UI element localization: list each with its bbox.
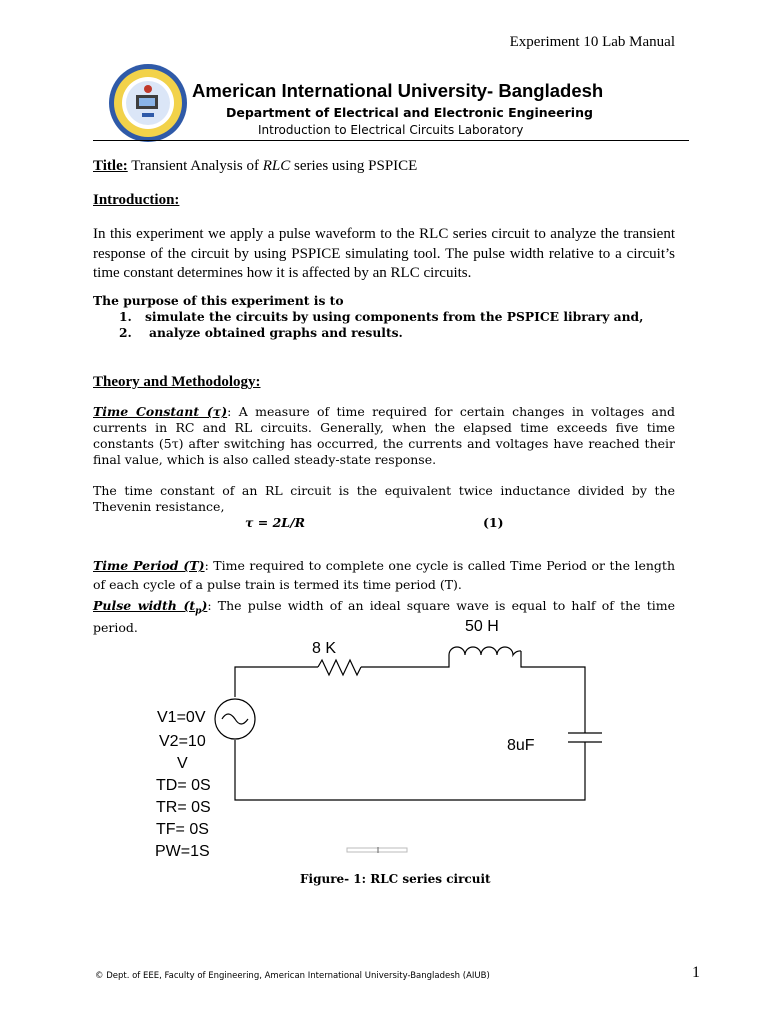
time-constant-text: : A measure of time required for certain changes in voltages and currents in RC and RL circuits. Generally, when the elapsed time exceeds five time constants (5τ) after switching has occurred, the currents and voltages have reached their final value, which is also called steady-state response. [93,404,676,467]
list-item-text: analyze obtained graphs and results. [149,325,403,340]
manual-label: Experiment 10 Lab Manual [509,34,675,50]
capacitor-label: 8uF [507,737,535,754]
title-text-c: series using PSPICE [290,158,418,174]
equation-number: (1) [483,515,504,530]
purpose-text: The purpose of this experiment is to [93,293,344,308]
time-constant-equation: τ = 2L/R [245,515,306,530]
lab-name: Introduction to Electrical Circuits Laboratory [258,123,524,137]
source-line: TF= 0S [156,821,209,838]
introduction-heading: Introduction: [93,192,180,208]
time-period-term: Time Period (T) [93,558,205,573]
list-item-number: 1. [119,309,132,324]
wire-top-left [235,667,318,697]
theory-heading: Theory and Methodology: [93,374,261,390]
resistor-label: 8 K [312,640,337,657]
time-constant-term: Time Constant (τ) [93,404,228,419]
wire-top-right [521,651,585,733]
introduction-paragraph: In this experiment we apply a pulse waveform to the RLC series circuit to analyze the transient response of the circuit by using PSPICE simulating tool. The pulse width relative to a circuit’s time constant determines how it is affected by an RLC circuits. [93,226,675,281]
list-item-text: simulate the circuits by using components from the PSPICE library and, [145,309,644,324]
figure-scroll-marker [347,848,407,852]
page-number: 1 [692,964,700,981]
resistor-symbol [318,660,361,675]
title-text-a: Transient Analysis of [127,158,263,174]
department-name: Department of Electrical and Electronic Engineering [226,105,593,120]
footer-text: © Dept. of EEE, Faculty of Engineering, American International University-Bangladesh (AIUB) [95,971,490,981]
wire-top-middle [361,655,449,667]
ac-source-wave [222,714,248,724]
pulse-width-term-a: Pulse width (t [93,598,196,613]
inductor-label: 50 H [465,618,499,635]
source-line: TR= 0S [156,799,211,816]
pulse-width-term-b: ) [201,598,208,613]
pulse-width-subscript: p [195,606,202,617]
title-label: Title: [93,158,128,174]
list-item-number: 2. [119,325,132,340]
time-period-text: : Time required to complete one cycle is called Time Period or the length of each cycle of a pulse train is termed its time period (T). [93,558,675,592]
title-text-b: RLC [262,158,291,174]
source-line: PW=1S [155,843,210,860]
rl-paragraph: The time constant of an RL circuit is the equivalent twice inductance divided by the Thevenin resistance, [93,483,675,514]
pulse-width-text: : The pulse width of an ideal square wave is equal to half of the time period. [93,598,675,635]
source-line: V1=0V [157,709,206,726]
source-line: V2=10 [159,733,206,750]
source-line: TD= 0S [156,777,211,794]
inductor-symbol [449,647,521,655]
university-name: American International University- Bangladesh [192,80,604,101]
source-line: V [177,755,188,772]
figure-caption: Figure- 1: RLC series circuit [300,872,491,886]
